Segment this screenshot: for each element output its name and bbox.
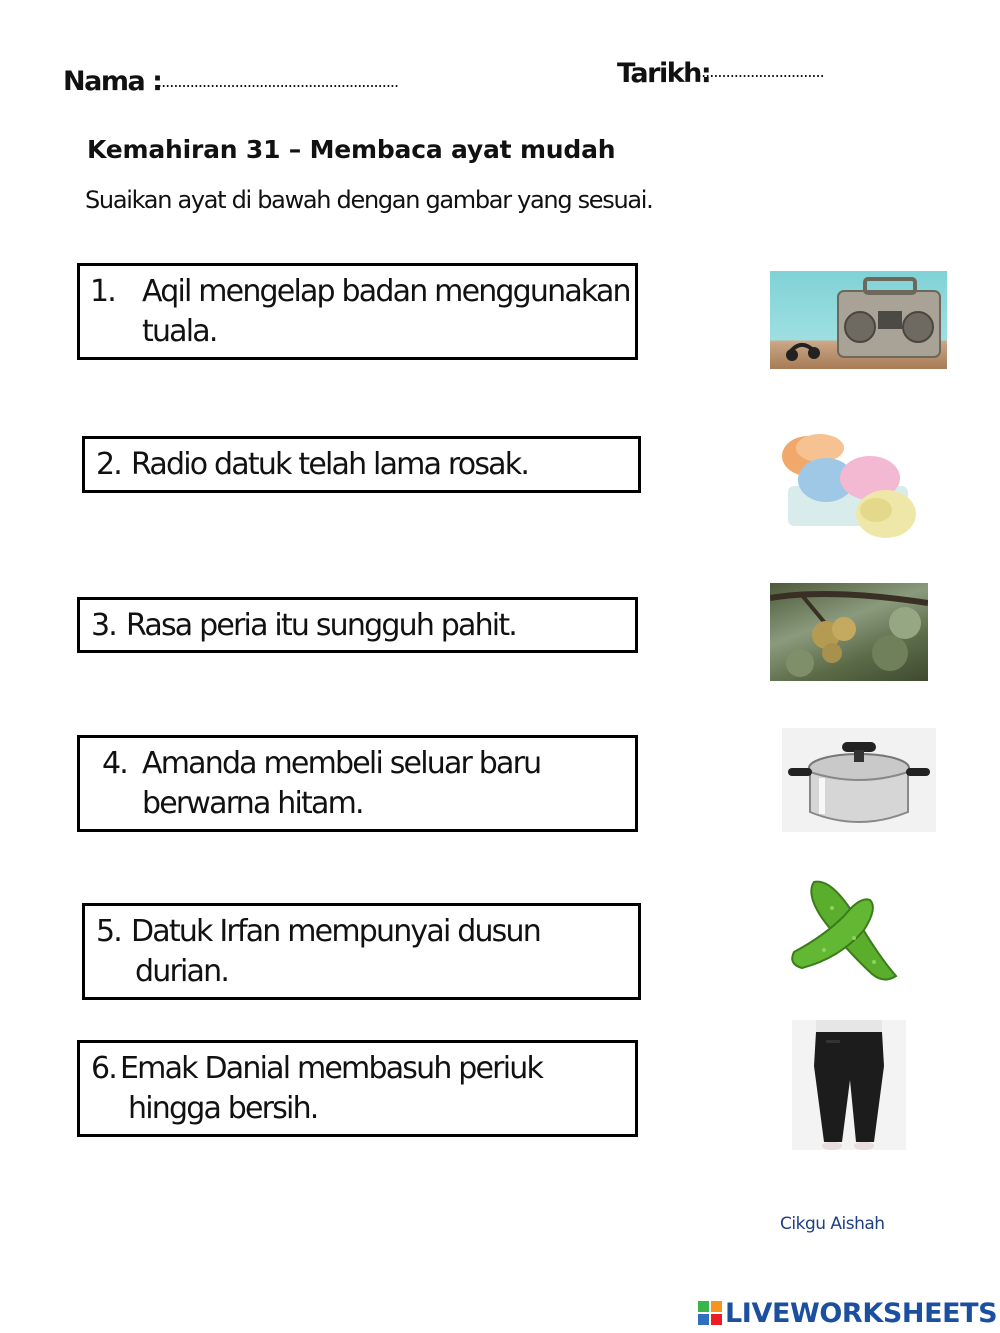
question-number: 2. <box>96 447 122 482</box>
instruction-text: Suaikan ayat di bawah dengan gambar yang sesuai. <box>85 186 653 214</box>
towels-icon <box>778 418 920 546</box>
question-box-5[interactable] <box>82 903 641 1000</box>
question-number: 6. <box>91 1051 117 1086</box>
question-line1: Emak Danial membasuh periuk <box>120 1051 543 1086</box>
question-box-6[interactable] <box>77 1040 638 1137</box>
brand-name: LIVEWORKSHEETS <box>725 1298 998 1329</box>
question-box-2[interactable] <box>82 436 641 493</box>
worksheet-title: Kemahiran 31 – Membaca ayat mudah <box>87 135 616 164</box>
question-box-4[interactable] <box>77 735 638 832</box>
trousers-picture[interactable] <box>792 1020 906 1150</box>
question-line2: durian. <box>135 954 229 989</box>
durian-tree-picture[interactable] <box>770 583 928 681</box>
question-line2: hingga bersih. <box>128 1091 318 1126</box>
radio-icon <box>770 271 947 369</box>
question-number: 5. <box>96 914 122 949</box>
radio-picture[interactable] <box>770 271 947 369</box>
question-box-1[interactable] <box>77 263 638 360</box>
bitter-gourd-picture[interactable] <box>784 878 902 984</box>
question-line1: Aqil mengelap badan menggunakan <box>142 274 630 309</box>
date-label: Tarikh: <box>617 58 711 89</box>
question-line2: berwarna hitam. <box>142 786 363 821</box>
question-number: 1. <box>90 274 116 309</box>
pot-picture[interactable] <box>782 728 936 832</box>
bitter-gourd-icon <box>784 878 902 984</box>
question-line1: Amanda membeli seluar baru <box>142 746 541 781</box>
question-line1: Radio datuk telah lama rosak. <box>131 447 529 482</box>
liveworksheets-logo <box>698 1298 998 1330</box>
teacher-signature: Cikgu Aishah <box>780 1214 885 1234</box>
question-line1: Rasa peria itu sungguh pahit. <box>126 608 517 643</box>
question-number: 4. <box>102 746 128 781</box>
trousers-icon <box>792 1020 906 1150</box>
durian-icon <box>770 583 928 681</box>
towels-picture[interactable] <box>778 418 920 546</box>
question-number: 3. <box>91 608 117 643</box>
question-box-3[interactable] <box>77 597 638 653</box>
question-line2: tuala. <box>142 314 217 349</box>
name-label: Nama : <box>63 66 162 97</box>
logo-grid-icon <box>698 1301 722 1325</box>
name-line[interactable]: ........................................................... <box>157 72 399 91</box>
date-line[interactable]: ............................... <box>697 62 824 81</box>
pot-icon <box>782 728 936 832</box>
question-line1: Datuk Irfan mempunyai dusun <box>131 914 540 949</box>
